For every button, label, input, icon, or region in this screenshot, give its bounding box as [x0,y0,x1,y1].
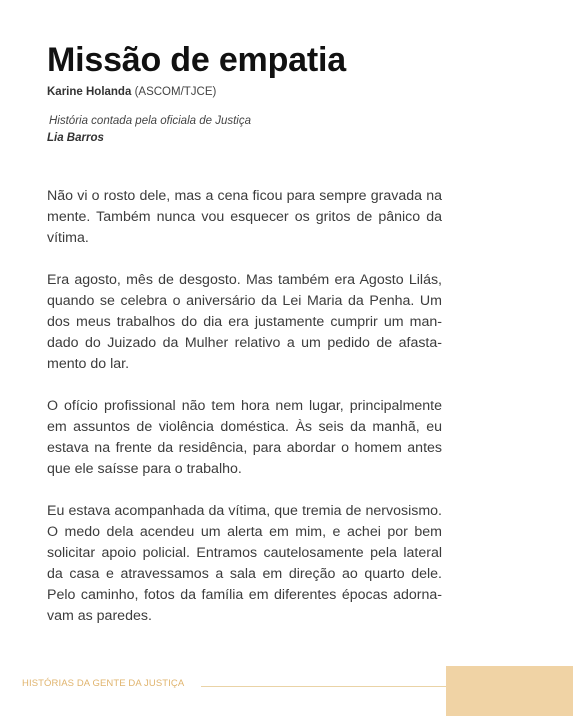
page-title: Missão de empatia [47,41,346,79]
footer-divider [201,686,471,687]
paragraph-1: Não vi o rosto dele, mas a cena ficou para sempre gravada na mente. Também nunca vou esquecer os gritos de pânico da vítima. [47,188,442,246]
paragraph-2: Era agosto, mês de desgosto. Mas também era Agosto Lilás, quando se celebra o aniversário da Lei Maria da Penha. Um dos meus trabalhos do dia era justamente cumprir um mandado do Juizado da Mulher relativo a um pedido de afastamento do lar. [47,272,442,372]
footer-color-block [446,666,573,716]
author-name: Karine Holanda [47,86,132,98]
author-org: (ASCOM/TJCE) [134,86,217,98]
storyteller-name: Lia Barros [47,132,104,144]
paragraph-4: Eu estava acompanhada da vítima, que tremia de nervosismo. O medo dela acendeu um alerta em mim, e achei por bem solicitar apoio policial. Entramos cautelosamente pela lateral da casa e atravessamos a sala em direção ao quarto dele. Pelo caminho, fotos da família em diferentes épocas adornavam as paredes. [47,503,442,624]
paragraph-3: O ofício profissional não tem hora nem lugar, principalmente em assuntos de violência doméstica. Às seis da manhã, eu estava na frente da residência, para abordar o homem antes que ele saísse para o trabalho. [47,398,442,477]
byline [47,85,216,100]
article-body [47,186,442,648]
footer-section-label: HISTÓRIAS DA GENTE DA JUSTIÇA [22,678,185,689]
story-note: História contada pela oficiala de Justiça [49,115,252,127]
